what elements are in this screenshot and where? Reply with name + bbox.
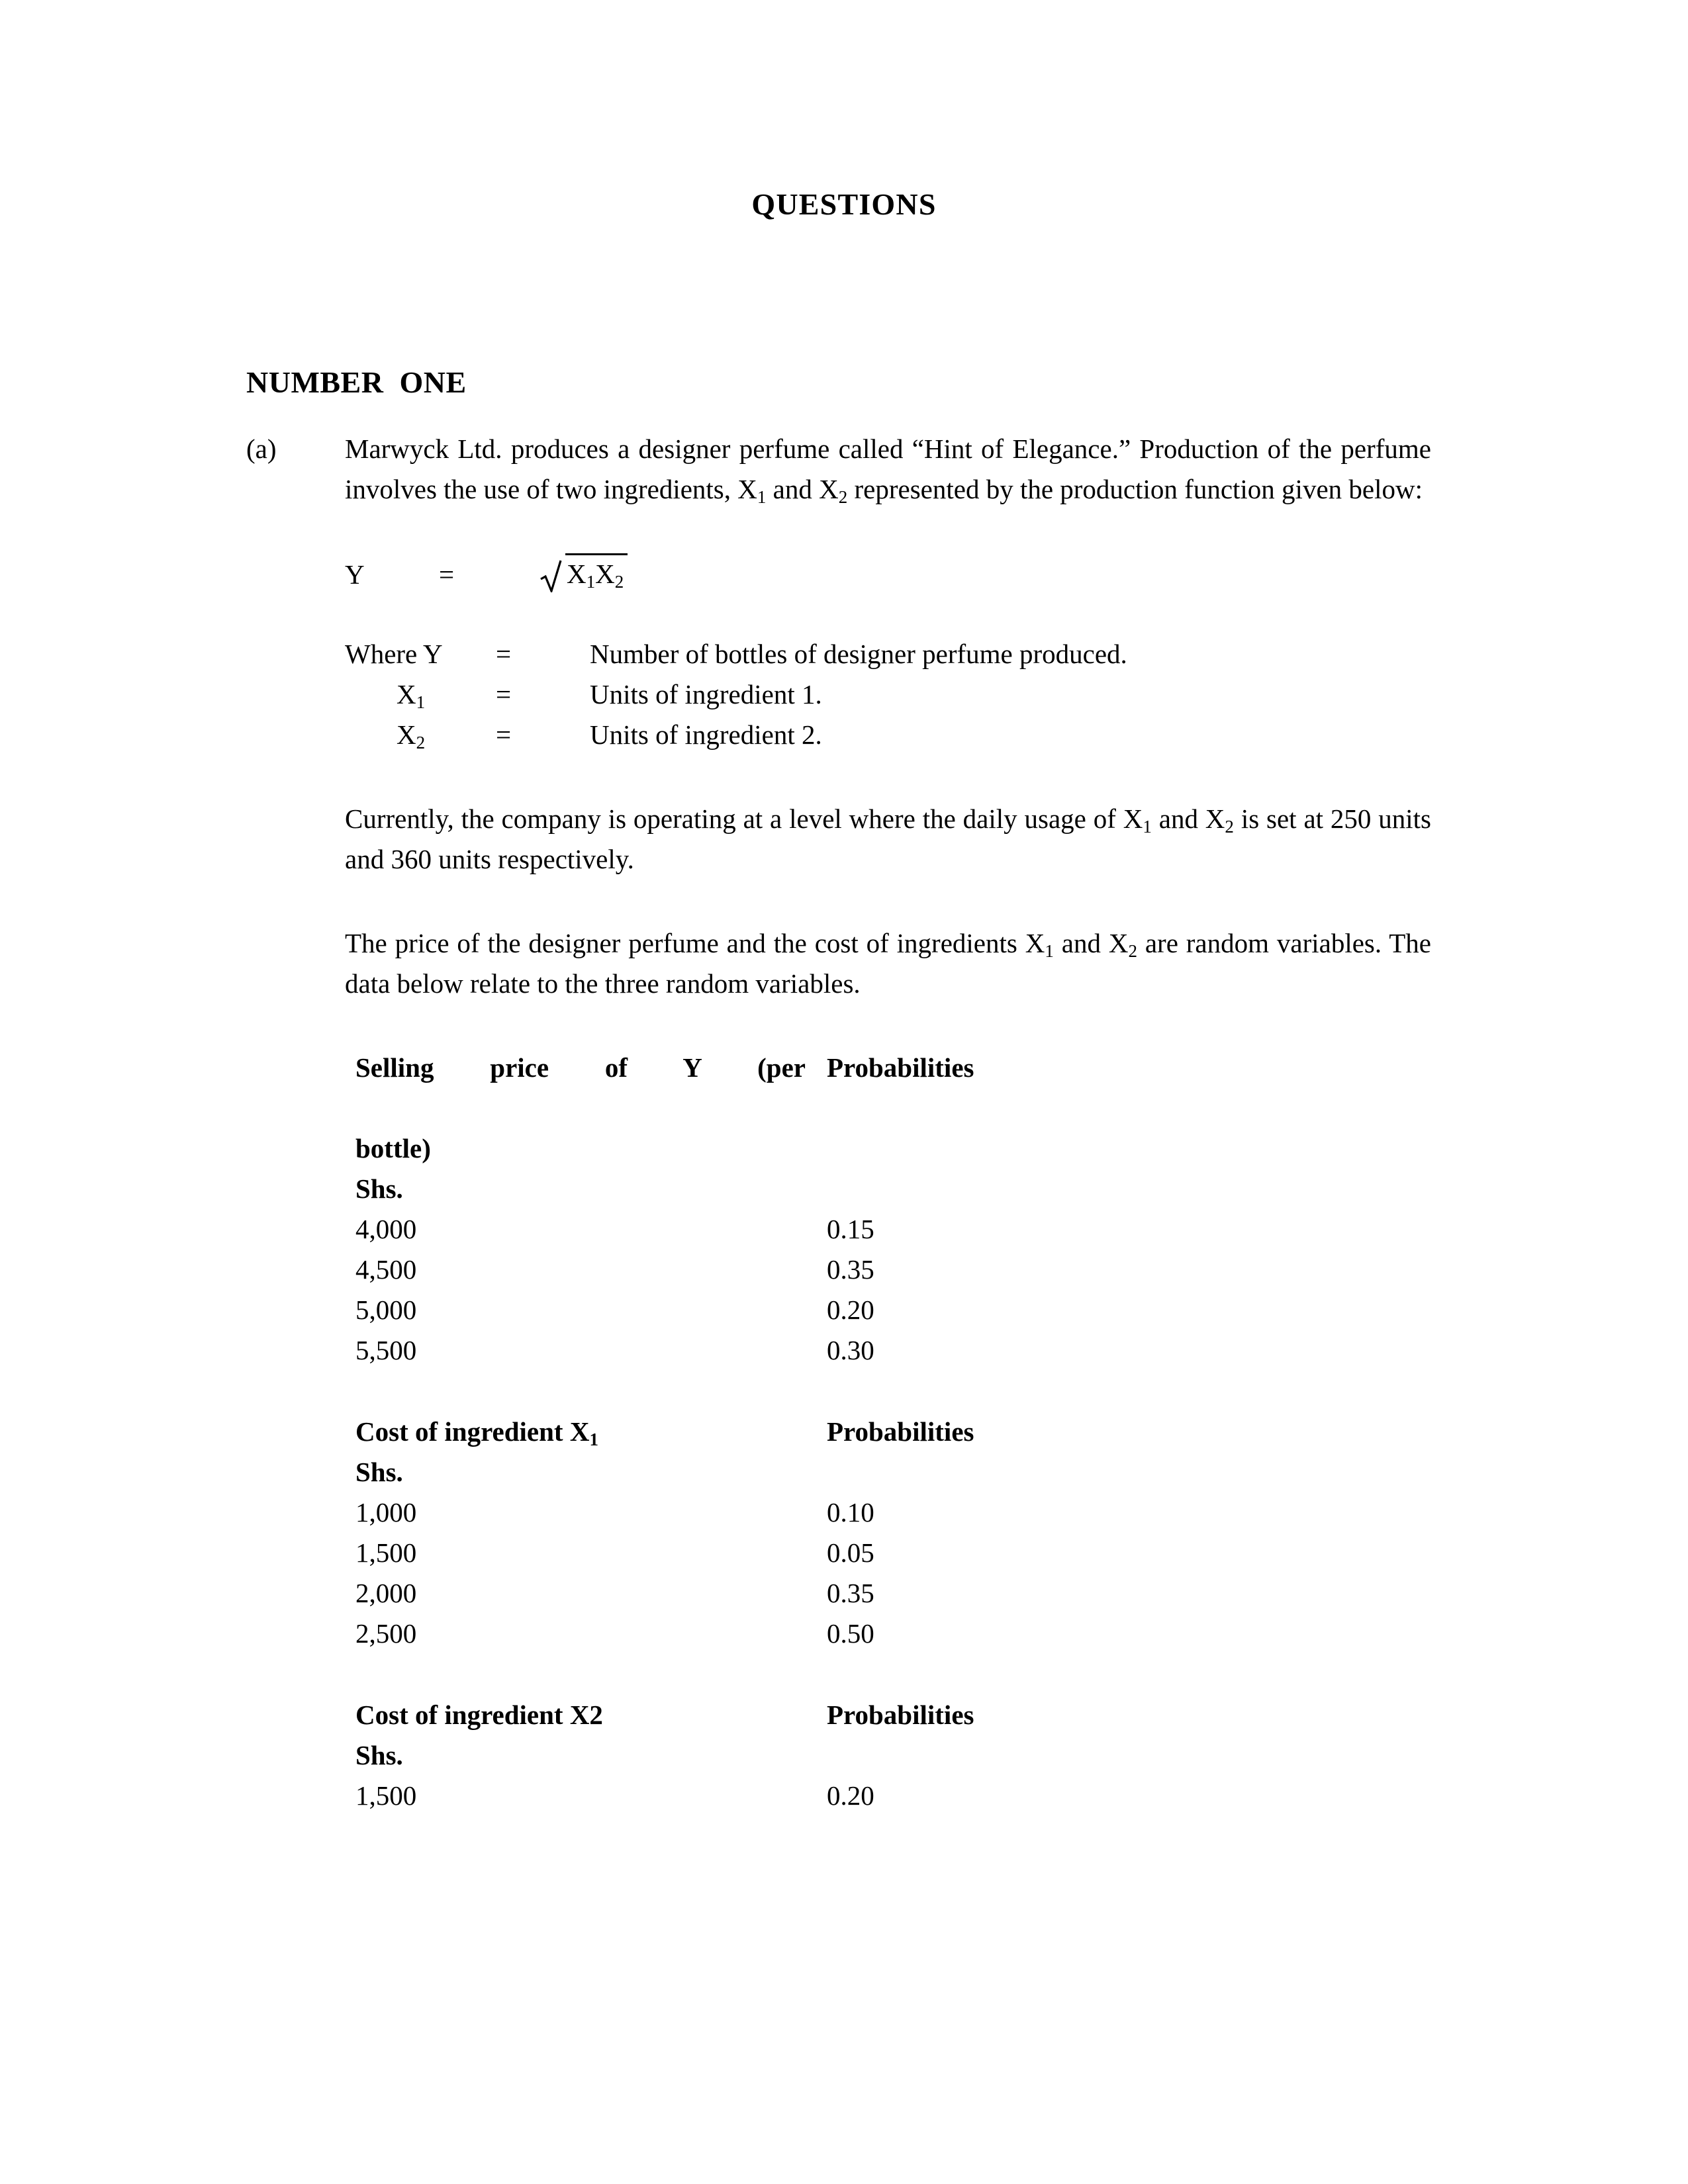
table-header-subscript: 1 — [589, 1430, 598, 1450]
table-row — [355, 1492, 1442, 1533]
cell-value: 4,000 — [355, 1214, 417, 1244]
table-header-line-1-text: Cost of ingredient X — [355, 1416, 590, 1447]
definition-term-text: X — [397, 719, 416, 750]
table-header — [355, 1048, 1442, 1169]
intro-line-3-pre: X — [819, 474, 839, 504]
table-row — [355, 1290, 1442, 1330]
intro-line-3-subscript: 2 — [838, 487, 848, 508]
cell-value: 1,500 — [355, 1537, 417, 1568]
random-variables-text-mid: and X — [1053, 928, 1129, 958]
formula-equals-sign: = — [439, 559, 455, 590]
production-function-formula — [345, 548, 1431, 614]
definition-row — [345, 674, 1431, 715]
table-header-probabilities: Probabilities — [827, 1052, 974, 1083]
item-marker-a: (a) — [246, 433, 277, 464]
table-header-line-2: bottle) — [355, 1133, 431, 1163]
current-usage-text-mid: and X — [1151, 803, 1225, 834]
definition-term — [397, 674, 542, 715]
radicand-subscript-1: 1 — [586, 572, 596, 592]
table-header — [355, 1695, 1442, 1735]
spacer — [345, 1004, 1431, 1048]
definition-term — [345, 634, 491, 674]
table-row — [355, 1776, 1442, 1816]
definition-term-text: X — [397, 679, 416, 709]
cell-value: 1,500 — [355, 1780, 417, 1811]
square-root — [540, 553, 628, 590]
spacer — [345, 755, 1431, 799]
radicand-base-2: X — [595, 559, 615, 589]
definition-description: Number of bottles of designer perfume produced. — [590, 639, 1127, 669]
random-variables-text-pre: The price of the designer perfume and the cost of ingredients X — [345, 928, 1045, 958]
cell-value: 2,500 — [355, 1618, 417, 1649]
definition-row — [345, 715, 1431, 755]
cell-probability: 0.50 — [827, 1618, 874, 1649]
cell-probability: 0.35 — [827, 1578, 874, 1608]
table-header-line-1: Selling price of Y (per — [355, 1052, 806, 1083]
current-usage-text-pre: Currently, the company is operating at a level where the daily usage of X — [345, 803, 1143, 834]
table-header-probabilities: Probabilities — [827, 1416, 974, 1447]
table-row — [355, 1209, 1442, 1250]
table-row — [355, 1250, 1442, 1290]
variable-definitions-list — [345, 634, 1431, 755]
cell-probability: 0.35 — [827, 1254, 874, 1285]
intro-line-2-pre: Production of the perfume involves the use of two ingredients, X — [345, 433, 1431, 504]
table-header-probabilities: Probabilities — [827, 1700, 974, 1730]
definition-term — [397, 715, 542, 755]
spacer — [345, 1371, 1431, 1412]
random-variables-subscript-1: 1 — [1045, 941, 1054, 962]
random-variables-text-post: are random variables. The data below relate to the three random variables. — [345, 928, 1432, 999]
table-unit-label: Shs. — [355, 1173, 403, 1204]
cell-value: 4,500 — [355, 1254, 417, 1285]
cost-ingredient-x2-table — [355, 1695, 1442, 1816]
cell-value: 5,500 — [355, 1335, 417, 1365]
table-header-line-1 — [355, 1412, 806, 1452]
definition-equals: = — [496, 679, 512, 709]
section-heading: NUMBER ONE — [246, 365, 467, 399]
intro-line-1: Marwyck Ltd. produces a designer perfume called “Hint of Elegance.” — [345, 433, 1131, 464]
spacer — [345, 880, 1431, 923]
cell-probability: 0.15 — [827, 1214, 874, 1244]
radicand-base-1: X — [567, 559, 586, 589]
table-header-line-1: Cost of ingredient X2 — [355, 1700, 603, 1730]
table-row — [355, 1573, 1442, 1614]
cell-value: 2,000 — [355, 1578, 417, 1608]
cell-probability: 0.10 — [827, 1497, 874, 1527]
table-row — [355, 1330, 1442, 1371]
table-unit-label: Shs. — [355, 1740, 403, 1770]
intro-line-2-subscript: 1 — [757, 487, 767, 508]
table-header-left — [355, 1048, 806, 1169]
cell-value: 5,000 — [355, 1295, 417, 1325]
cell-probability: 0.05 — [827, 1537, 874, 1568]
item-body — [345, 429, 1431, 1816]
definition-term-text: Where Y — [345, 639, 443, 669]
table-header — [355, 1412, 1442, 1452]
radicand-subscript-2: 2 — [614, 572, 624, 592]
spacer — [345, 1654, 1431, 1695]
radicand — [565, 553, 628, 590]
definition-description: Units of ingredient 2. — [590, 719, 822, 750]
definition-row — [345, 634, 1431, 674]
question-item-a — [246, 429, 1431, 1816]
current-usage-paragraph — [345, 799, 1431, 880]
spacer — [345, 614, 1431, 634]
cost-ingredient-x1-table — [355, 1412, 1442, 1654]
definition-description: Units of ingredient 1. — [590, 679, 822, 709]
selling-price-table — [355, 1048, 1442, 1371]
definition-equals: = — [496, 719, 512, 750]
intro-line-2-post: and — [766, 474, 812, 504]
table-unit-label: Shs. — [355, 1457, 403, 1487]
page-title: QUESTIONS — [751, 187, 937, 221]
definition-term-subscript: 2 — [416, 733, 426, 753]
table-row — [355, 1614, 1442, 1654]
cell-probability: 0.30 — [827, 1335, 874, 1365]
definition-term-subscript: 1 — [416, 692, 426, 713]
cell-probability: 0.20 — [827, 1295, 874, 1325]
cell-value: 1,000 — [355, 1497, 417, 1527]
definition-equals: = — [496, 639, 512, 669]
formula-lhs: Y — [345, 559, 365, 590]
spacer — [345, 510, 1431, 548]
current-usage-text-post: is set at 250 units and 360 units respectively. — [345, 803, 1432, 874]
table-header-left — [355, 1695, 806, 1735]
radical-sign-icon — [540, 559, 563, 592]
random-variables-subscript-2: 2 — [1128, 941, 1137, 962]
table-header-left — [355, 1412, 806, 1452]
current-usage-subscript-1: 1 — [1143, 817, 1152, 837]
cell-probability: 0.20 — [827, 1780, 874, 1811]
random-variables-paragraph — [345, 923, 1431, 1004]
table-row — [355, 1533, 1442, 1573]
current-usage-subscript-2: 2 — [1225, 817, 1234, 837]
intro-line-3-post: represented by the production function given below: — [847, 474, 1423, 504]
question-content — [246, 429, 1431, 1816]
intro-paragraph — [345, 429, 1431, 510]
formula-radical-expression — [540, 553, 628, 590]
